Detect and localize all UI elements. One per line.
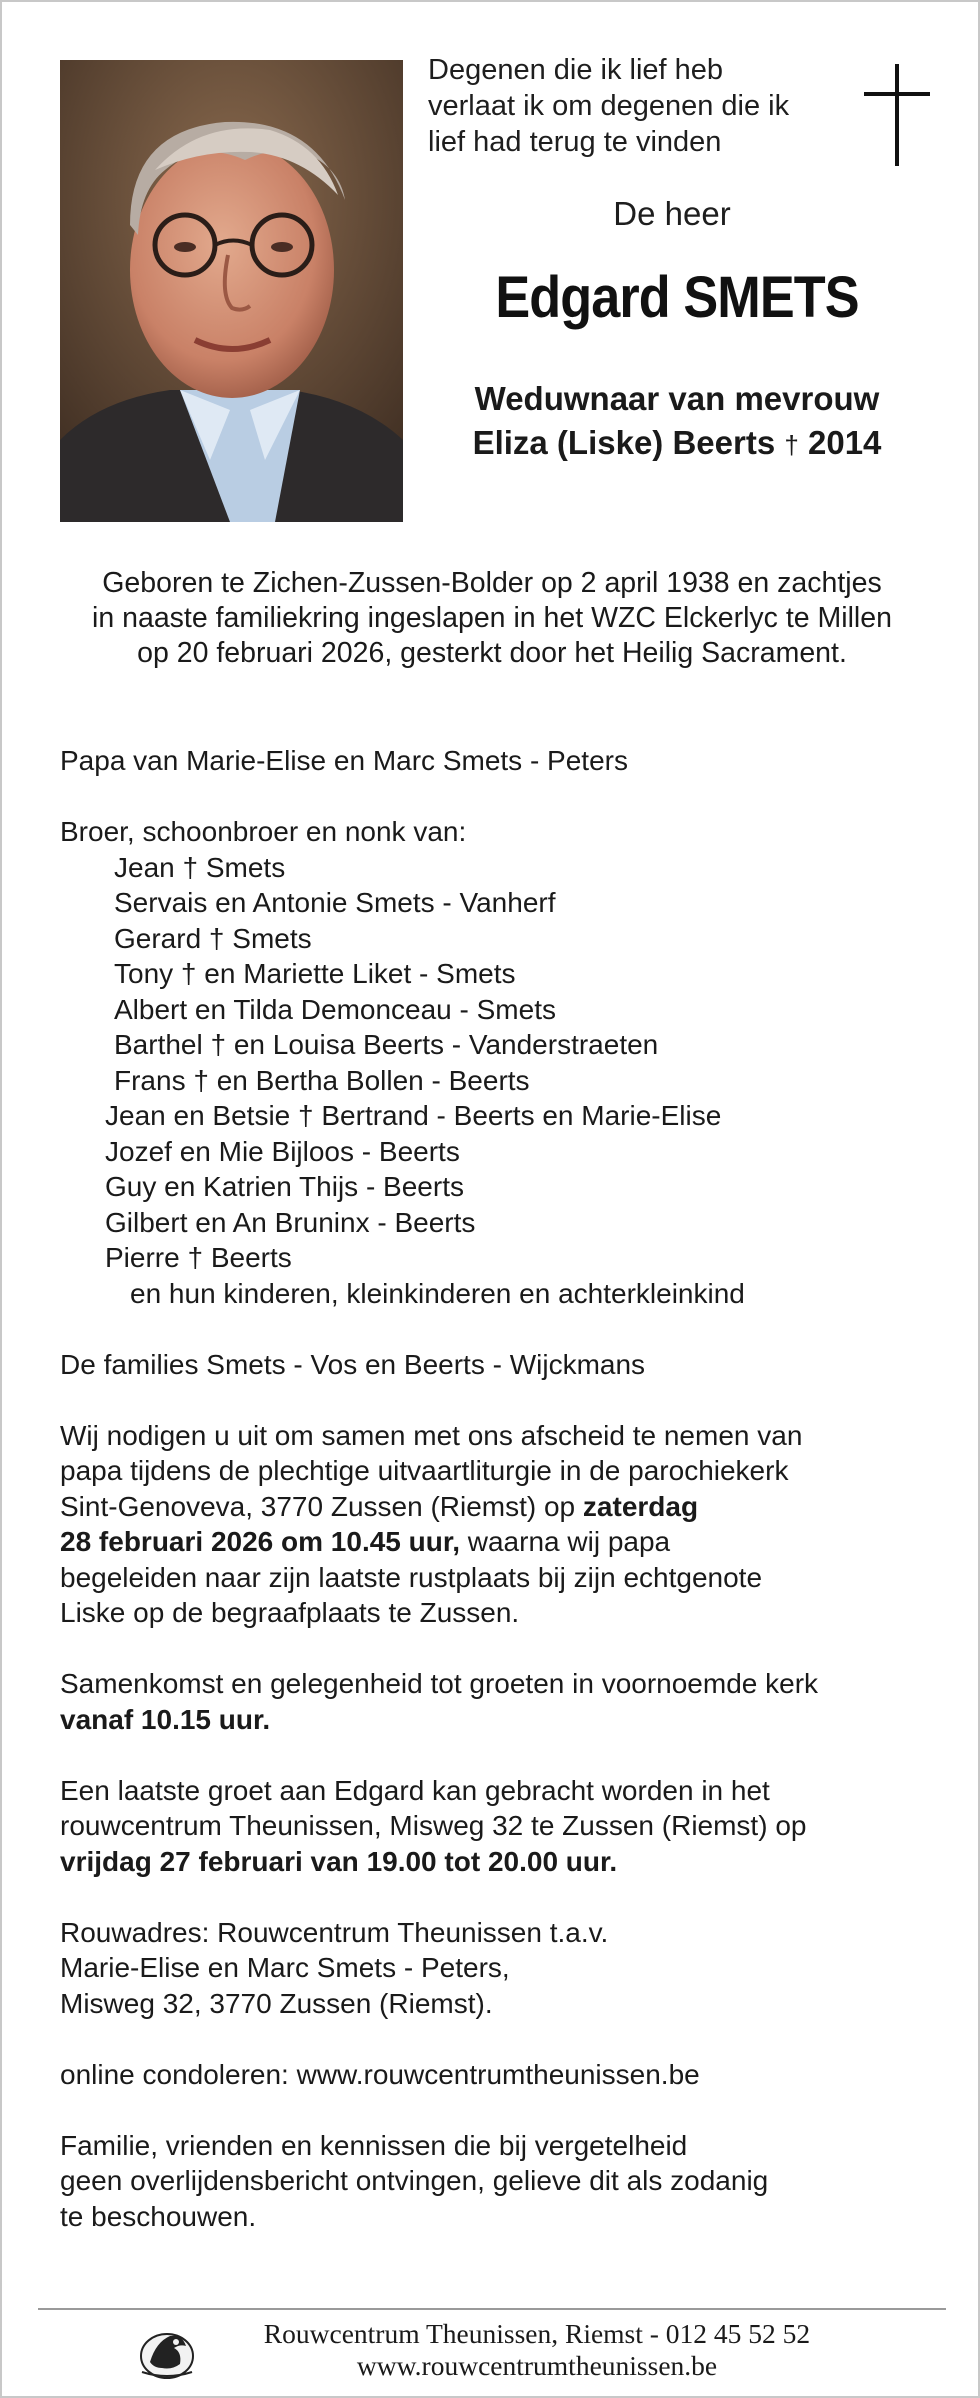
sibling-entry: Jean † Smets (114, 851, 286, 883)
invite-continuation: waarna wij papa (459, 1526, 671, 1557)
siblings-heading: Broer, schoonbroer en nonk van: (60, 816, 467, 847)
quote-line: Degenen die ik lief heb (428, 54, 724, 86)
church-location: Sint-Genoveva, 3770 Zussen (Riemst) op (60, 1490, 583, 1522)
funeral-home-contact: Rouwcentrum Theunissen, Riemst - 012 45 52 52 (263, 2318, 811, 2349)
invite-line (60, 1524, 940, 1560)
sibling-entry: Guy en Katrien Thijs - Beerts (105, 1171, 464, 1202)
sibling-entry: Servais en Antonie Smets - Vanherf (114, 887, 556, 918)
families-line: De families Smets - Vos en Beerts - Wijckmans (60, 1348, 646, 1380)
spouse-death-year: 2014 (808, 424, 882, 461)
sibling-entry: Barthel † en Louisa Beerts - Vanderstraeten (114, 1029, 659, 1060)
announcement-body (60, 743, 940, 2234)
quote-line: verlaat ik om degenen die ik (428, 90, 790, 122)
funeral-date-time: 28 februari 2026 om 10.45 uur, (60, 1526, 460, 1557)
sibling-entry: Jean en Betsie † Bertrand - Beerts en Marie-Elise (105, 1100, 722, 1131)
greeting-line: Een laatste groet aan Edgard kan gebracht worden in het (60, 1774, 770, 1806)
invite-line: Wij nodigen u uit om samen met ons afscheid te nemen van (60, 1419, 803, 1451)
deceased-name: Edgard SMETS (495, 265, 859, 330)
gathering-line: Samenkomst en gelegenheid tot groeten in voornoemde kerk (60, 1668, 819, 1699)
portrait-photo (60, 60, 403, 522)
funeral-day: zaterdag (582, 1490, 699, 1522)
invite-line (60, 1489, 940, 1525)
born-line: Geboren te Zichen-Zussen-Bolder op 2 april 1938 en zachtjes (102, 567, 882, 599)
born-line: in naaste familiekring ingeslapen in het WZC Elckerlyc te Millen (92, 602, 892, 634)
birth-death-statement (42, 566, 942, 671)
greeting-line: rouwcentrum Theunissen, Misweg 32 te Zussen (Riemst) op (60, 1810, 807, 1841)
greeting-time-bold: vrijdag 27 februari van 19.00 tot 20.00 uur. (60, 1845, 618, 1877)
closing-line: geen overlijdensbericht ontvingen, gelieve dit als zodanig (60, 2165, 769, 2196)
born-line: op 20 februari 2026, gesterkt door het Heilig Sacrament. (137, 637, 847, 669)
invite-line: begeleiden naar zijn laatste rustplaats bij zijn echtgenote (60, 1561, 763, 1593)
spouse-name: Eliza (Liske) Beerts (472, 424, 776, 461)
address-line: Misweg 32, 3770 Zussen (Riemst). (60, 1987, 493, 2019)
papa-line: Papa van Marie-Elise en Marc Smets - Peters (60, 745, 628, 776)
cross-icon (864, 64, 930, 166)
sibling-entry: Frans † en Bertha Bollen - Beerts (114, 1064, 530, 1096)
greeting-time (60, 1844, 940, 1880)
widower-statement (422, 377, 932, 467)
spouse-cross: † (784, 430, 799, 460)
memorial-quote (428, 52, 848, 160)
sibling-entry: Jozef en Mie Bijloos - Beerts (105, 1135, 460, 1167)
footer-divider (38, 2308, 946, 2310)
portrait-illustration (60, 60, 403, 522)
quote-line: lief had terug te vinden (428, 126, 722, 158)
siblings-tail: en hun kinderen, kleinkinderen en achterkleinkind (130, 1277, 745, 1309)
sibling-entry: Tony † en Mariette Liket - Smets (114, 958, 516, 989)
spouse-line (422, 421, 932, 467)
sibling-entry: Albert en Tilda Demonceau - Smets (114, 993, 556, 1025)
invite-line: Liske op de begraafplaats te Zussen. (60, 1597, 520, 1628)
closing-line: te beschouwen. (60, 2200, 257, 2232)
sibling-entry: Gilbert en An Bruninx - Beerts (105, 1206, 476, 1238)
honorific: De heer (613, 195, 731, 232)
invite-line: papa tijdens de plechtige uitvaartliturgie in de parochiekerk (60, 1455, 789, 1486)
closing-line: Familie, vrienden en kennissen die bij vergetelheid (60, 2129, 688, 2161)
online-condolences: online condoleren: www.rouwcentrumtheunissen.be (60, 2058, 700, 2090)
sibling-entry: Pierre † Beerts (105, 1242, 292, 1273)
address-line: Marie-Elise en Marc Smets - Peters, (60, 1952, 510, 1983)
widower-line: Weduwnaar van mevrouw (474, 380, 880, 417)
funeral-home-logo-icon (136, 2322, 198, 2382)
funeral-home-website: www.rouwcentrumtheunissen.be (356, 2350, 718, 2381)
gathering-time-bold: vanaf 10.15 uur. (60, 1703, 271, 1735)
sibling-entry: Gerard † Smets (114, 922, 312, 954)
funeral-home-footer (207, 2318, 867, 2382)
address-line: Rouwadres: Rouwcentrum Theunissen t.a.v. (60, 1916, 609, 1948)
gathering-time (60, 1702, 940, 1738)
